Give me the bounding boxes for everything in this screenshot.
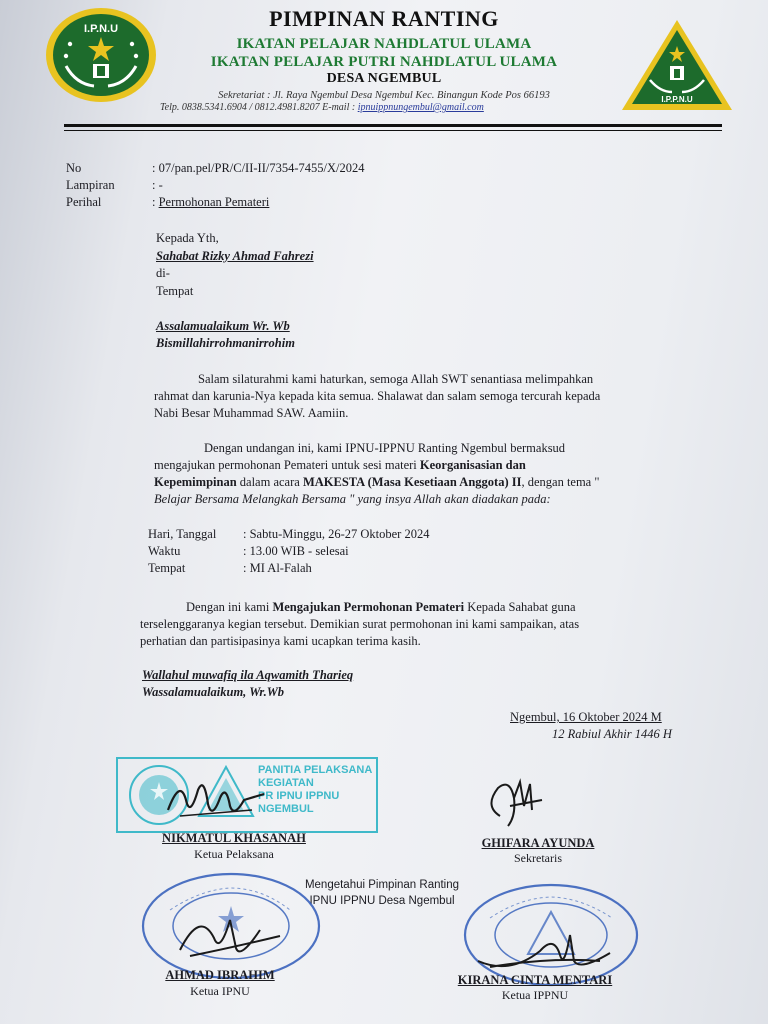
date-hijri: 12 Rabiul Akhir 1446 H <box>552 727 672 741</box>
svg-text:I.P.P.N.U: I.P.P.N.U <box>661 95 693 104</box>
lampiran-label: Lampiran <box>66 178 115 192</box>
recipient-place: Tempat <box>156 284 194 298</box>
waktu-label: Waktu <box>148 544 181 558</box>
date-masehi: Ngembul, 16 Oktober 2024 M <box>510 710 662 724</box>
ketua-ippnu-name: KIRANA CINTA MENTARI <box>457 973 613 987</box>
ketua-pelaksana-name: NIKMATUL KHASANAH <box>162 831 306 845</box>
closing-wallahul: Wallahul muwafiq ila Aqwamith Tharieq <box>142 668 354 682</box>
recipient-di: di- <box>156 266 170 280</box>
basmalah: Bismillahirrohmanirrohim <box>156 336 295 350</box>
para3-line1 <box>186 599 576 616</box>
perihal-label: Perihal <box>66 195 102 209</box>
tempat-value: : MI Al-Falah <box>243 561 312 575</box>
header-rule-thick <box>64 124 722 127</box>
closing-wassalam: Wassalamualaikum, Wr.Wb <box>142 685 285 699</box>
ketua-pelaksana-role: Ketua Pelaksana <box>194 847 274 861</box>
stamp-line2: KEGIATAN <box>258 777 314 789</box>
panitia-stamp-text <box>258 764 372 816</box>
para1-line3: Nabi Besar Muhammad SAW. Aamiin. <box>154 406 349 420</box>
para1-line1: Salam silaturahmi kami haturkan, semoga Allah SWT senantiasa melimpahkan <box>198 372 594 386</box>
para2-line4: Belajar Bersama Melangkah Bersama " yang insya Allah akan diadakan pada: <box>154 492 551 506</box>
header-rule-thin <box>64 130 722 131</box>
para2-line3 <box>154 474 599 491</box>
stamp-line1: PANITIA PELAKSANA <box>258 764 373 776</box>
org-line-desa: DESA NGEMBUL <box>326 71 442 86</box>
hari-value: : Sabtu-Minggu, 26-27 Oktober 2024 <box>243 527 430 541</box>
sekretariat-address: Sekretariat : Jl. Raya Ngembul Desa Ngembul Kec. Binangun Kode Pos 66193 <box>218 90 550 101</box>
ketua-ippnu-role: Ketua IPPNU <box>501 988 569 1002</box>
para1-line2: rahmat dan karunia-Nya kepada kita semua. Shalawat dan salam semoga tercurah kepada <box>154 389 601 403</box>
para2-line2 <box>154 457 526 474</box>
permohonan-bold: Mengajukan Permohonan Pemateri <box>272 600 465 614</box>
waktu-value: : 13.00 WIB - selesai <box>243 544 349 558</box>
para2-line1: Dengan undangan ini, kami IPNU-IPPNU Ranting Ngembul bermaksud <box>204 441 566 455</box>
materi-keorganisasian: Keorganisasian dan <box>419 458 526 472</box>
signature-ketua-ipnu <box>170 890 290 970</box>
para3-line3: perhatian dan partisipasinya kami ucapkan terima kasih. <box>140 634 421 648</box>
sekretaris-role: Sekretaris <box>514 851 562 865</box>
mengetahui-line1: Mengetahui Pimpinan Ranting <box>304 879 460 891</box>
signature-ketua-pelaksana <box>160 770 270 830</box>
ketua-ipnu-role: Ketua IPNU <box>190 984 250 998</box>
contact-line <box>160 102 600 113</box>
no-value: : 07/pan.pel/PR/C/II-II/7354-7455/X/2024 <box>152 161 365 175</box>
perihal-line <box>152 195 269 210</box>
para2-line3-tail: , dengan tema " <box>521 475 600 489</box>
perihal-colon: : <box>152 195 159 209</box>
email-link[interactable]: ipnuippnungembul@gmail.com <box>357 102 484 113</box>
svg-text:I.P.N.U: I.P.N.U <box>83 23 119 35</box>
org-title: PIMPINAN RANTING <box>269 6 499 31</box>
tempat-label: Tempat <box>148 561 186 575</box>
para2-line2-text: mengajukan permohonan Pemateri untuk sesi materi <box>154 458 420 472</box>
lampiran-value: : - <box>152 178 163 192</box>
recipient-greeting: Kepada Yth, <box>156 231 219 245</box>
para2-line3-text: dalam acara <box>236 475 303 489</box>
perihal-value: Permohonan Pemateri <box>158 195 270 209</box>
recipient-name: Sahabat Rizky Ahmad Fahrezi <box>156 249 314 263</box>
para3-line1-tail: Kepada Sahabat guna <box>464 600 576 614</box>
org-line-ipnu: IKATAN PELAJAR NAHDLATUL ULAMA <box>236 36 532 52</box>
phone-text: Telp. 0838.5341.6904 / 0812.4981.8207 E-mail : <box>160 102 358 113</box>
ketua-ipnu-name: AHMAD IBRAHIM <box>165 968 275 982</box>
materi-kepemimpinan: Kepemimpinan <box>154 475 237 489</box>
event-name: MAKESTA (Masa Kesetiaan Anggota) II <box>302 475 522 489</box>
mengetahui-line2: IPNU IPPNU Desa Ngembul <box>309 895 455 907</box>
no-label: No <box>66 161 82 175</box>
signature-sekretaris <box>480 776 560 836</box>
para3-line2: terselenggaranya kegian tersebut. Demikian surat permohonan ini kami sampaikan, atas <box>140 617 580 631</box>
hari-label: Hari, Tanggal <box>148 527 217 541</box>
stamp-line3: PR IPNU IPPNU <box>258 790 340 802</box>
para3-line1-text: Dengan ini kami <box>186 600 273 614</box>
salam-opening: Assalamualaikum Wr. Wb <box>156 319 290 333</box>
sekretaris-name: GHIFARA AYUNDA <box>481 836 595 850</box>
org-line-ippnu: IKATAN PELAJAR PUTRI NAHDLATUL ULAMA <box>210 54 558 70</box>
stamp-line4: NGEMBUL <box>258 803 314 815</box>
